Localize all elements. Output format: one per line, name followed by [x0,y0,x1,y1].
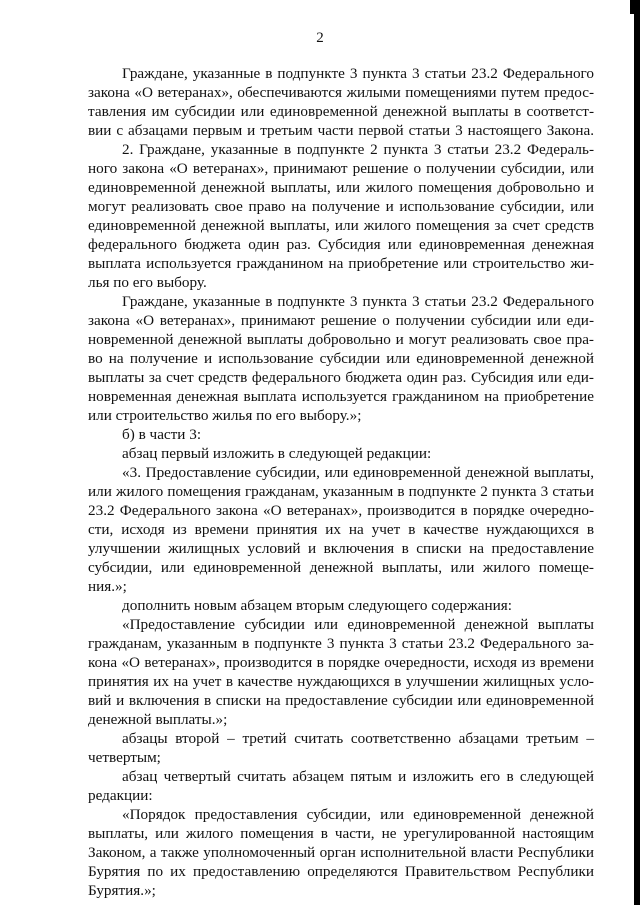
text-line: или строительство жилья по его выбору.»; [88,407,362,424]
text-line: «Порядок предоставления субсидии, или единовременной денежной [122,806,594,823]
text-line: Законом, а также уполномоченный орган исполнительной власти Республики [88,844,594,861]
text-line: или жилого помещения гражданам, указанным в подпункте 2 пункта 3 статьи [88,483,594,500]
text-line: гражданам, указанным в подпункте 3 пункта 3 статьи 23.2 Федерального за- [88,635,594,652]
text-line: Граждане, указанные в подпункте 3 пункта 3 статьи 23.2 Федерального [122,293,594,310]
text-line: «Предоставление субсидии или единовременной денежной выплаты [122,616,594,633]
text-line: дополнить новым абзацем вторым следующего содержания: [122,597,512,614]
text-line: абзац четвертый считать абзацем пятым и изложить его в следующей [122,768,594,785]
text-line: субсидии, или единовременной денежной выплаты, или жилого помеще- [88,559,594,576]
scan-border [630,0,640,14]
text-line: ного закона «О ветеранах», принимают решение о получении субсидии, или [88,160,594,177]
text-line: вии с абзацами первым и третьим части первой статьи 3 настоящего Закона. [88,122,594,139]
text-line: могут реализовать свое право на получение и использование субсидии, или [88,198,594,215]
text-line: Бурятия по их предоставлению определяются Правительством Республики [88,863,594,880]
text-line: б) в части 3: [122,426,202,443]
text-line: единовременной денежной выплаты, или жилого помещения добровольно и [88,179,594,196]
text-line: закона «О ветеранах», принимают решение о получении субсидии или еди- [88,312,594,329]
text-line: редакции: [88,787,153,804]
text-line: кона «О ветеранах», производится в порядке очередности, исходя из времени [88,654,594,671]
text-line: вий и включения в списки на предоставление субсидии или единовременной [88,692,594,709]
text-line: Граждане, указанные в подпункте 3 пункта 3 статьи 23.2 Федерального [122,65,594,82]
text-line: принятия их на учет в качестве нуждающихся в улучшении жилищных усло- [88,673,594,690]
text-line: новременная денежная выплата используется гражданином на приобретение [88,388,594,405]
text-line: абзацы второй – третий считать соответственно абзацами третьим – [122,730,594,747]
text-line: выплаты, или жилого помещения в части, не урегулированной настоящим [88,825,594,842]
page-number: 2 [316,30,324,46]
text-line: выплаты за счет средств федерального бюджета один раз. Субсидия или еди- [88,369,594,386]
text-line: выплата используется гражданином на приобретение или строительство жи- [88,255,594,272]
text-line: 2. Граждане, указанные в подпункте 2 пункта 3 статьи 23.2 Федераль- [122,141,594,158]
text-line: денежной выплаты.»; [88,711,228,728]
text-line: ния.»; [88,578,127,595]
text-line: закона «О ветеранах», обеспечиваются жилыми помещениями путем предос- [88,84,594,101]
text-line: сти, исходя из времени принятия их на учет в качестве нуждающихся в [88,521,594,538]
text-line: во на получение и использование субсидии или единовременной денежной [88,350,594,367]
text-line: лья по его выбору. [88,274,207,291]
text-line: Бурятия.»; [88,882,156,899]
text-line: федерального бюджета один раз. Субсидия или единовременная денежная [88,236,594,253]
text-line: четвертым; [88,749,161,766]
text-line: единовременной денежной выплаты, или жилого помещения за счет средств [88,217,594,234]
scan-border [634,0,640,905]
text-line: тавления им субсидии или единовременной денежной выплаты в соответст- [88,103,594,120]
text-line: новременной денежной выплаты добровольно и могут реализовать свое пра- [88,331,594,348]
text-line: улучшении жилищных условий и включения в списки на предоставление [88,540,594,557]
text-line: «3. Предоставление субсидии, или единовременной денежной выплаты, [122,464,594,481]
text-line: абзац первый изложить в следующей редакции: [122,445,432,462]
text-line: 23.2 Федерального закона «О ветеранах», производится в порядке очередно- [88,502,594,519]
